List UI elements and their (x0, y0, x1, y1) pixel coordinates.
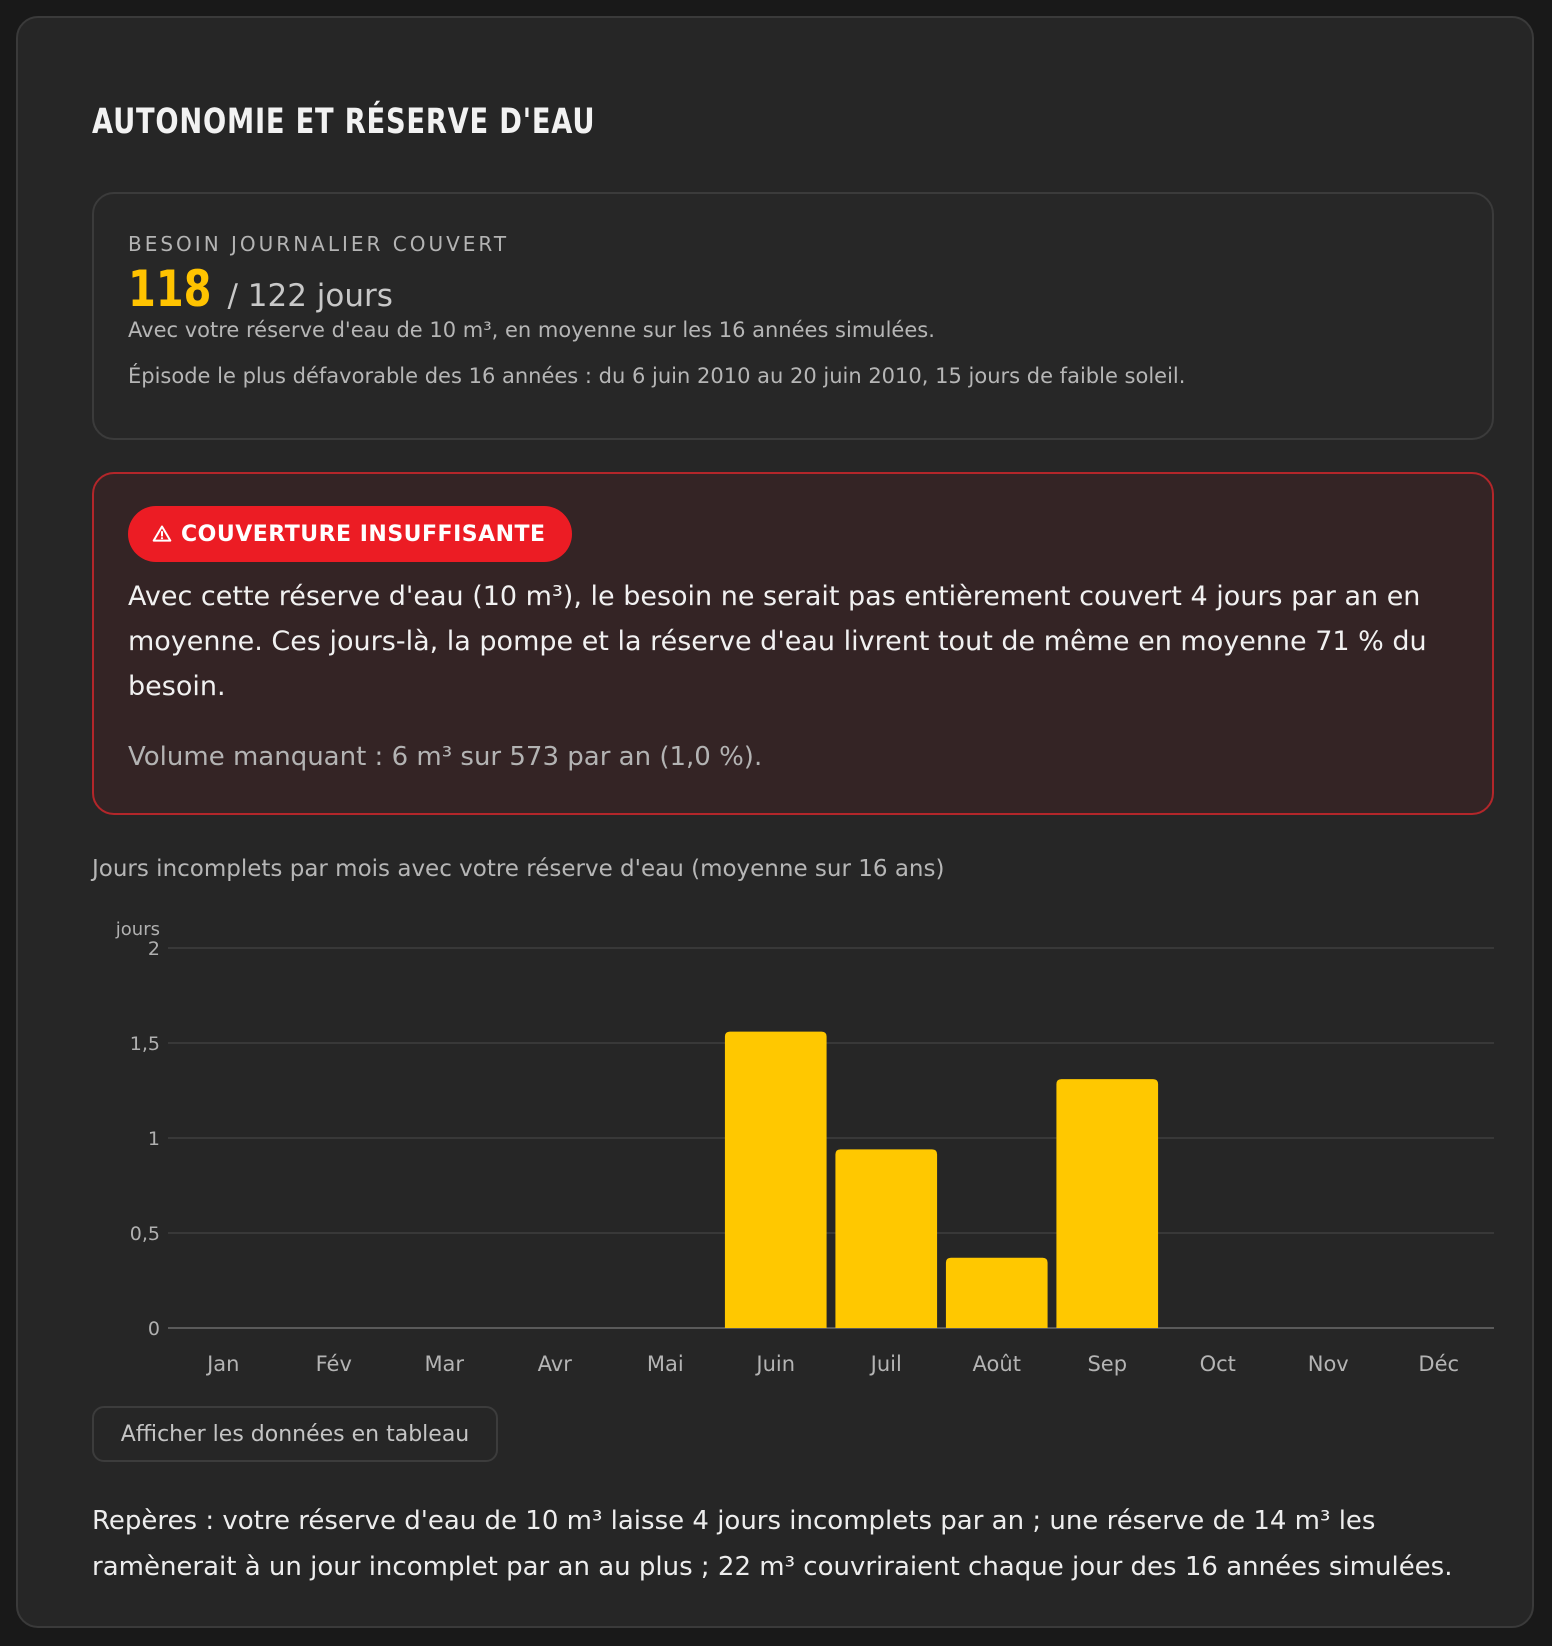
x-tick-label: Nov (1307, 1352, 1349, 1376)
x-tick-label: Mar (424, 1352, 465, 1376)
bar-sep (1056, 1079, 1158, 1328)
x-tick-label: Août (972, 1352, 1021, 1376)
show-table-button[interactable]: Afficher les données en tableau (92, 1406, 498, 1462)
incomplete-days-bar-chart (92, 908, 1494, 1378)
x-tick-label: Déc (1418, 1352, 1460, 1376)
y-tick-label: 0 (147, 1318, 160, 1340)
badge-label: COUVERTURE INSUFFISANTE (181, 521, 546, 547)
bar-août (946, 1258, 1048, 1328)
x-tick-label: Juin (756, 1352, 796, 1376)
water-autonomy-card (16, 16, 1534, 1628)
x-tick-label: Jan (207, 1352, 240, 1376)
alert-message: Avec cette réserve d'eau (10 m³), le besoin ne serait pas entièrement couvert 4 jours par an en moyenne. Ces jours-là, la pompe et la réserve d'eau livrent tout de même en moyenne 71 % du besoin. (128, 581, 1427, 702)
y-axis-label: jours (115, 919, 160, 940)
x-tick-label: Avr (537, 1352, 572, 1376)
x-tick-label: Fév (315, 1352, 352, 1376)
y-tick-label: 1 (147, 1128, 160, 1150)
coverage-alert (92, 472, 1494, 815)
missing-volume-text: Volume manquant : 6 m³ sur 573 par an (1,0 %). (128, 742, 763, 772)
total-days: / 122 jours (227, 278, 393, 314)
chart-title: Jours incomplets par mois avec votre réserve d'eau (moyenne sur 16 ans) (92, 856, 945, 882)
y-tick-label: 2 (147, 938, 160, 960)
y-tick-label: 0,5 (129, 1223, 160, 1245)
warning-triangle-icon (152, 524, 172, 544)
stat-description: Avec votre réserve d'eau de 10 m³, en moyenne sur les 16 années simulées. (128, 318, 935, 342)
benchmarks-text: Repères : votre réserve d'eau de 10 m³ laisse 4 jours incomplets par an ; une réserve de 14 m³ les ramènerait à un jour incomplet par an au plus ; 22 m³ couvriraient chaque jour des 16 années simulées. (92, 1506, 1453, 1582)
daily-need-summary (92, 192, 1494, 440)
y-tick-label: 1,5 (129, 1033, 160, 1055)
x-tick-label: Sep (1087, 1352, 1128, 1376)
insufficient-coverage-badge (128, 506, 572, 562)
x-tick-label: Juil (870, 1352, 902, 1376)
section-title: AUTONOMIE ET RÉSERVE D'EAU (92, 102, 596, 142)
bar-juin (725, 1032, 827, 1328)
covered-days-value: 118 (128, 260, 212, 318)
x-tick-label: Oct (1199, 1352, 1236, 1376)
bar-juil (835, 1149, 937, 1328)
worst-episode-text: Épisode le plus défavorable des 16 années : du 6 juin 2010 au 20 juin 2010, 15 jours de faible soleil. (128, 364, 1186, 388)
x-tick-label: Mai (646, 1352, 684, 1376)
stat-line (128, 260, 393, 318)
stat-label: BESOIN JOURNALIER COUVERT (128, 232, 510, 256)
